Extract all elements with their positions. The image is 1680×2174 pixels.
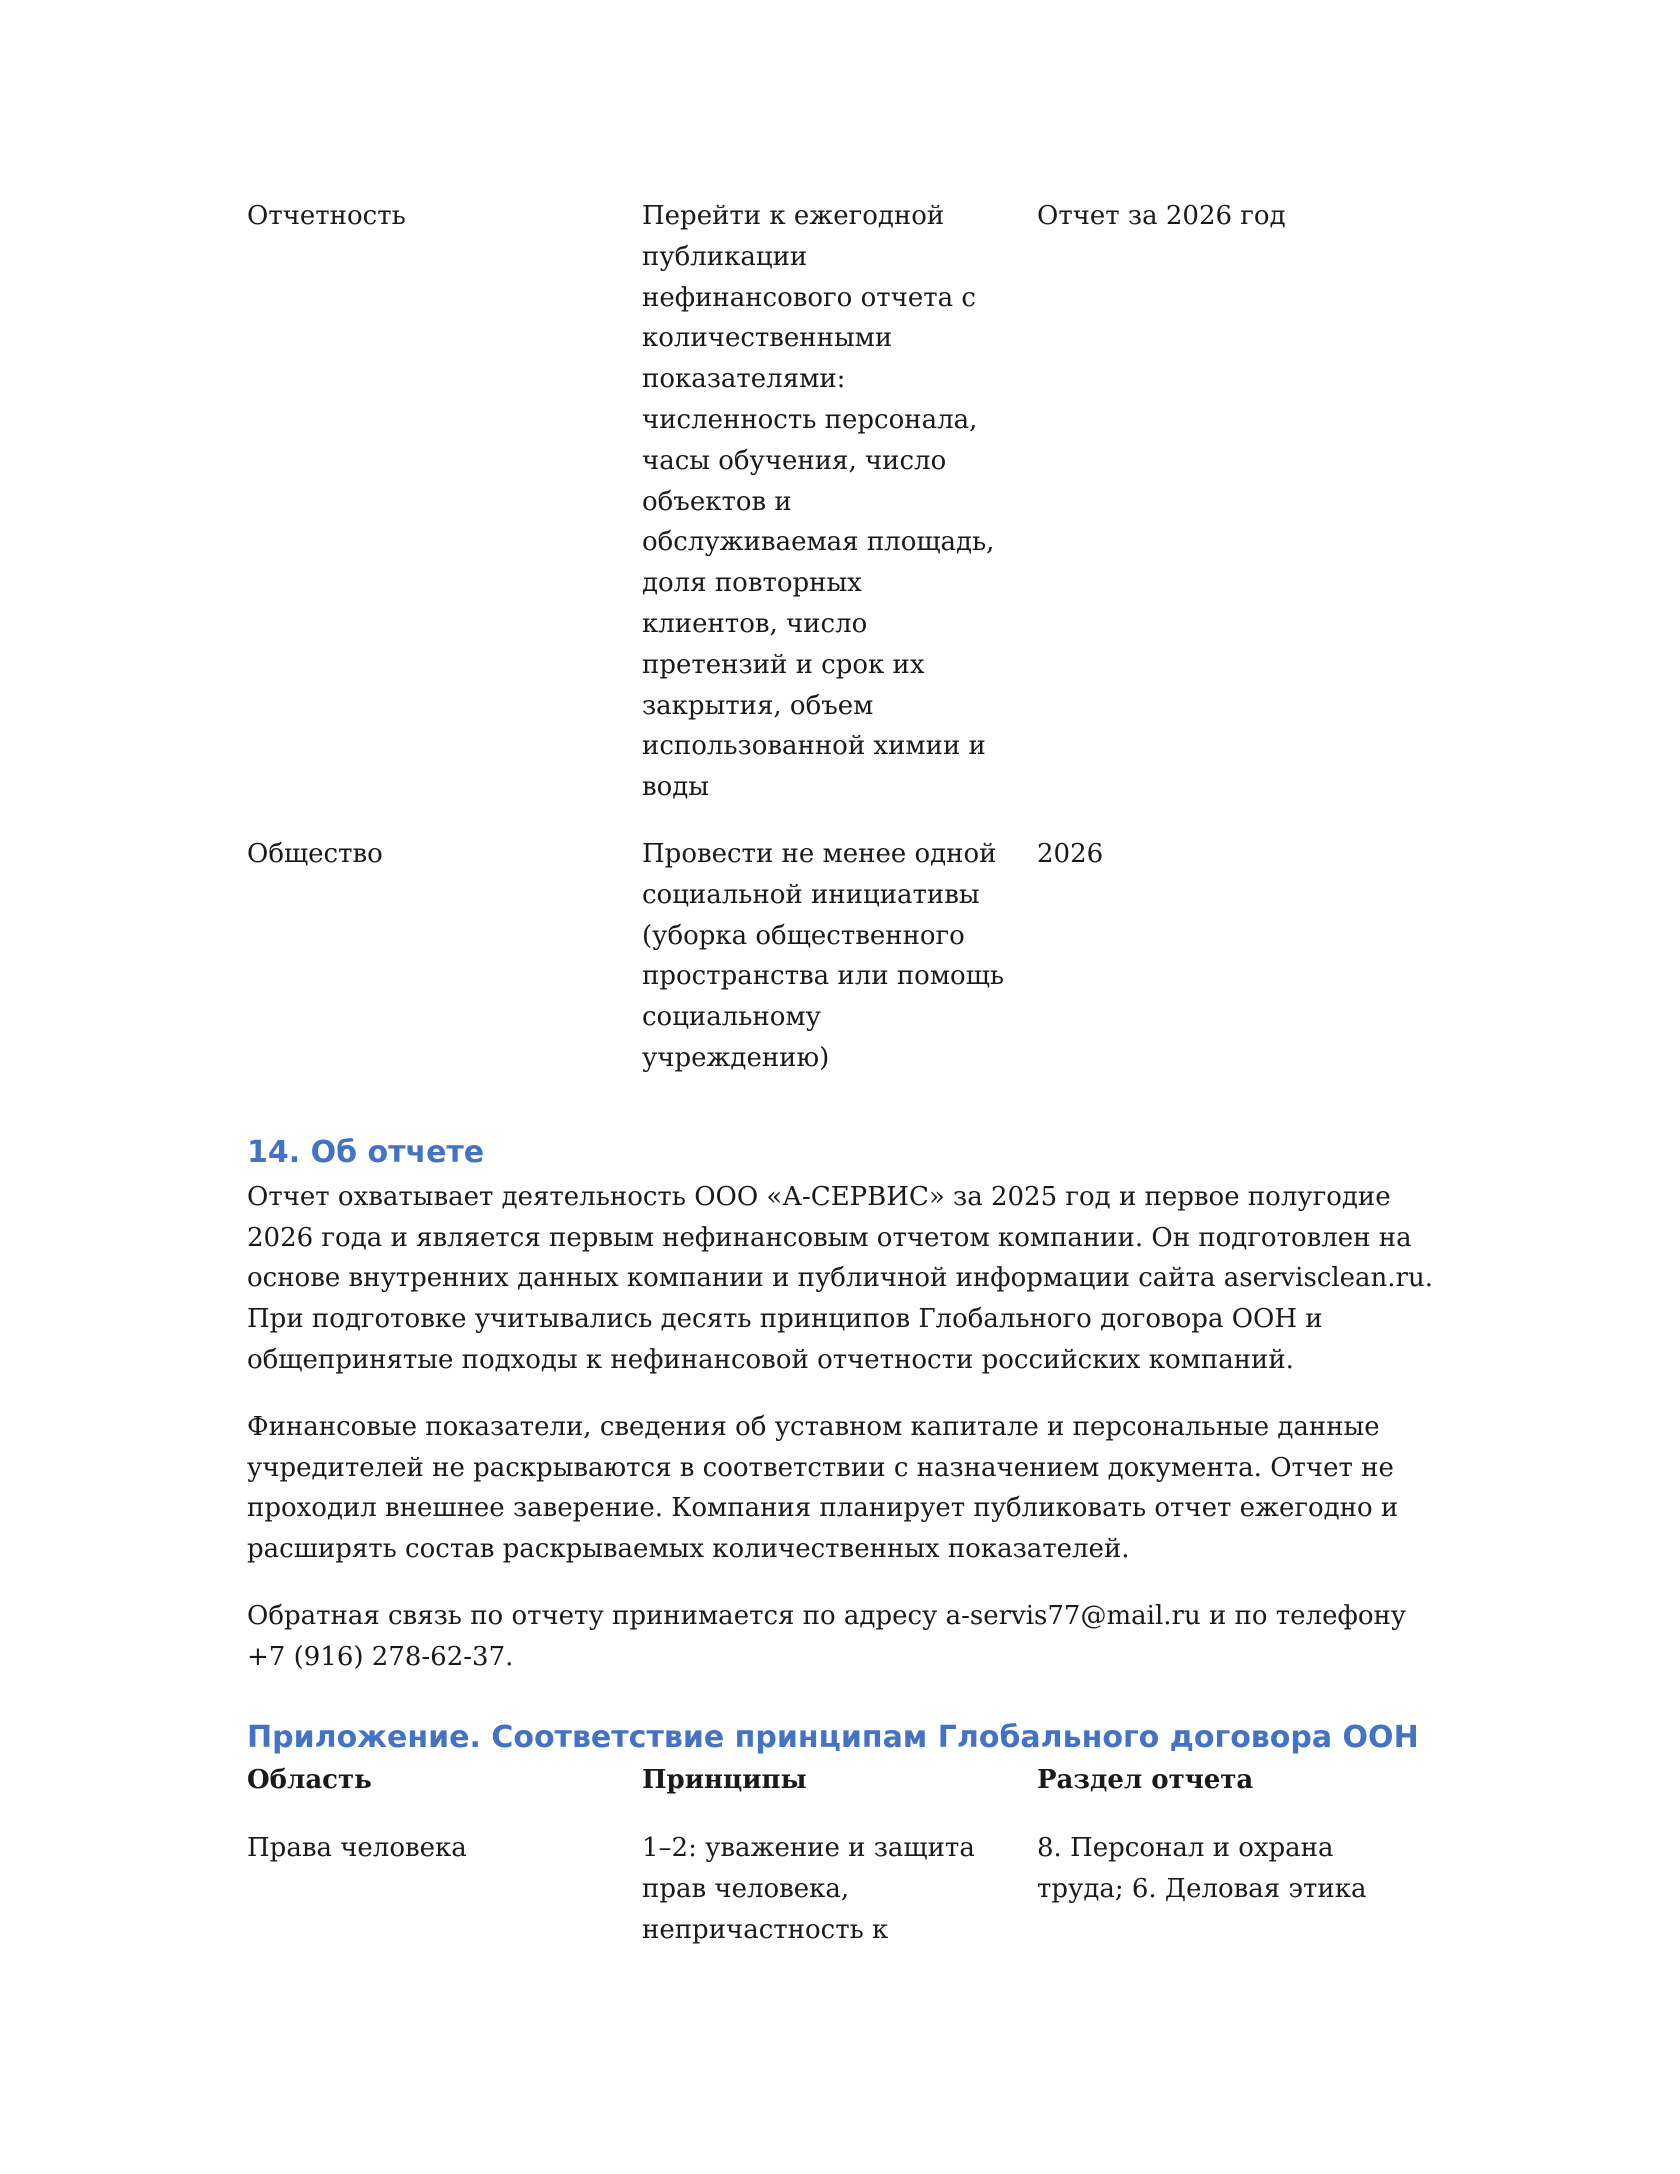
column-header-principles: Принципы bbox=[642, 1764, 807, 1795]
column-header-area: Область bbox=[247, 1764, 372, 1795]
paragraph: Финансовые показатели, сведения об уставном капитале и персональные данные учредителей не раскрываются в соответствии с назначением документа. Отчет не проходил внешнее заверение. Компания планирует публиковать отчет ежегодно и расширять состав раскрываемых количественных показателей. bbox=[247, 1411, 1399, 1565]
section-heading-about-report: 14. Об отчете bbox=[247, 1134, 485, 1170]
appendix-area-cell: Права человека bbox=[247, 1833, 467, 1864]
goal-area-cell: Отчетность bbox=[247, 201, 406, 231]
appendix-table-row bbox=[247, 1828, 1447, 1950]
paragraph: Отчет охватывает деятельность ООО «А-СЕРВИС» за 2025 год и первое полугодие 2026 года и является первым нефинансовым отчетом компании. Он подготовлен на основе внутренних данных компании и публичной информации сайта aservisclean.ru. При подготовке учитывались десять принципов Глобального договора ООН и общепринятые подходы к нефинансовой отчетности российских компаний. bbox=[247, 1181, 1433, 1375]
document-page bbox=[247, 196, 1447, 1951]
goal-deadline-cell: Отчет за 2026 год bbox=[1037, 201, 1286, 231]
goals-table-row bbox=[247, 196, 1447, 808]
paragraph: Обратная связь по отчету принимается по адресу a-servis77@mail.ru и по телефону +7 (916) 278-62-37. bbox=[247, 1600, 1407, 1672]
goal-description-cell: Перейти к ежегодной публикации нефинансового отчета с количественными показателями: численность персонала, часы обучения, число объектов и обслуживаемая площадь, доля повторных клиентов, число претензий и срок их закрытия, объем использованной химии и воды bbox=[642, 201, 995, 803]
goal-area-cell: Общество bbox=[247, 838, 383, 869]
appendix-section-cell: 8. Персонал и охрана труда; 6. Деловая этика bbox=[1037, 1833, 1367, 1905]
goal-deadline-cell: 2026 bbox=[1037, 838, 1104, 869]
goals-table-row bbox=[247, 834, 1447, 1079]
goal-description-cell: Провести не менее одной социальной инициативы (уборка общественного пространства или помощь социальному учреждению) bbox=[642, 838, 1005, 1073]
section-heading-appendix: Приложение. Соответствие принципам Глобального договора ООН bbox=[247, 1719, 1419, 1755]
column-header-section: Раздел отчета bbox=[1037, 1764, 1254, 1795]
appendix-principles-cell: 1–2: уважение и защита прав человека, непричастность к bbox=[642, 1833, 975, 1945]
appendix-table-header bbox=[247, 1760, 1447, 1801]
